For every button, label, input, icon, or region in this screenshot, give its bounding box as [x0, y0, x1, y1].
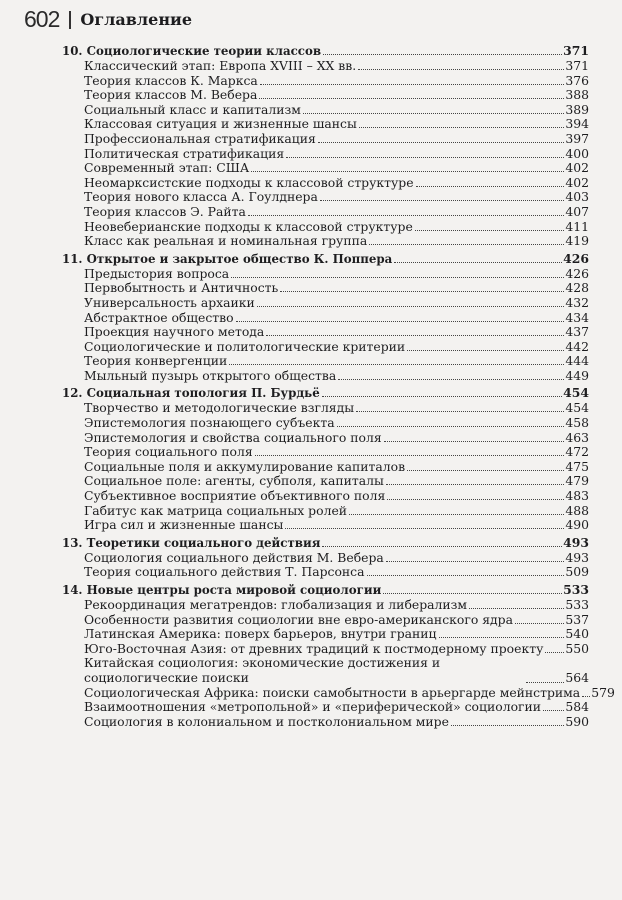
entry-page-number: 509: [565, 564, 589, 580]
dot-leader: [384, 441, 565, 442]
entry-page-number: 493: [563, 534, 589, 550]
dot-leader: [526, 682, 564, 683]
toc-chapter[interactable]: [62, 582, 589, 598]
page-header: [24, 6, 192, 33]
dot-leader: [439, 637, 565, 638]
toc-section[interactable]: [62, 147, 589, 162]
entry-page-number: 402: [565, 174, 589, 190]
dot-leader: [545, 652, 564, 653]
dot-leader: [543, 710, 564, 711]
toc-chapter[interactable]: [62, 385, 589, 401]
entry-title: Универсальность архаики: [84, 294, 255, 310]
entry-title: Социальный класс и капитализм: [84, 101, 301, 117]
entry-title: Эпистемология познающего субъекта: [84, 415, 335, 431]
dot-leader: [338, 379, 564, 380]
toc-section[interactable]: [62, 325, 589, 340]
dot-leader: [369, 244, 564, 245]
entry-page-number: 426: [565, 265, 589, 281]
dot-leader: [367, 575, 565, 576]
toc-section[interactable]: [62, 161, 589, 176]
toc-section[interactable]: [62, 281, 589, 296]
toc-section[interactable]: [62, 551, 589, 566]
entry-page-number: 394: [565, 116, 589, 132]
dot-leader: [349, 514, 564, 515]
entry-page-number: 579: [591, 684, 615, 700]
toc-section[interactable]: [62, 220, 589, 235]
entry-page-number: 442: [565, 338, 589, 354]
dot-leader: [322, 396, 562, 397]
entry-page-number: 444: [565, 353, 589, 369]
entry-page-number: 475: [565, 458, 589, 474]
toc-section[interactable]: [62, 656, 589, 685]
entry-title: Латинская Америка: поверх барьеров, внутри границ: [84, 626, 437, 642]
entry-page-number: 490: [565, 517, 589, 533]
entry-title: Проекция научного метода: [84, 324, 265, 340]
entry-page-number: 463: [565, 429, 589, 445]
entry-page-number: 550: [565, 640, 589, 656]
dot-leader: [383, 593, 562, 594]
toc-section[interactable]: [62, 504, 589, 519]
entry-page-number: 533: [565, 597, 589, 612]
entry-title: Габитус как матрица социальных ролей: [84, 502, 348, 518]
entry-page-number: 483: [565, 488, 589, 504]
entry-page-number: 402: [565, 160, 589, 176]
entry-page-number: 533: [563, 582, 589, 597]
entry-page-number: 472: [565, 444, 589, 460]
toc-chapter[interactable]: [62, 251, 589, 267]
entry-page-number: 411: [565, 218, 589, 234]
dot-leader: [515, 623, 564, 624]
entry-title: 12. Социальная топология П. Бурдьё: [62, 386, 320, 401]
toc-section[interactable]: [62, 700, 589, 715]
toc-section[interactable]: [62, 296, 589, 311]
entry-page-number: 449: [565, 367, 589, 383]
dot-leader: [231, 277, 564, 278]
dot-leader: [358, 69, 564, 70]
entry-page-number: 493: [565, 549, 589, 565]
entry-page-number: 371: [565, 58, 589, 73]
dot-leader: [323, 54, 562, 55]
dot-leader: [469, 608, 564, 609]
entry-page-number: 371: [563, 43, 589, 58]
dot-leader: [407, 470, 564, 471]
table-of-contents: [62, 41, 615, 729]
toc-section[interactable]: [62, 684, 615, 701]
dot-leader: [356, 411, 564, 412]
dot-leader: [229, 364, 564, 365]
entry-title: Эпистемология и свойства социального поля: [84, 429, 382, 445]
entry-title: Социальные поля и аккумулирование капиталов: [84, 458, 406, 474]
entry-page-number: 537: [565, 611, 589, 627]
entry-page-number: 458: [565, 415, 589, 431]
toc-section[interactable]: [62, 311, 589, 326]
entry-page-number: 437: [565, 324, 589, 340]
header-divider: [69, 11, 71, 29]
dot-leader: [582, 696, 590, 697]
entry-title: Мыльный пузырь открытого общества: [84, 367, 337, 383]
page-title: Оглавление: [80, 10, 193, 29]
entry-title: Профессиональная стратификация: [84, 130, 316, 146]
entry-page-number: 376: [565, 72, 589, 88]
entry-title: Взаимоотношения «метропольной» и «периферической» социологии: [84, 699, 542, 715]
entry-page-number: 540: [565, 626, 589, 642]
toc-section[interactable]: [62, 474, 589, 489]
toc-section[interactable]: [62, 88, 589, 103]
entry-title: Субъективное восприятие объективного поля: [84, 488, 386, 504]
toc-chapter[interactable]: [62, 43, 589, 59]
dot-leader: [386, 484, 564, 485]
entry-page-number: 454: [565, 400, 589, 416]
entry-title: Социальное поле: агенты, субполя, капиталы: [84, 473, 384, 489]
entry-page-number: 432: [565, 294, 589, 310]
entry-page-number: 428: [565, 280, 589, 296]
dot-leader: [286, 157, 564, 158]
dot-leader: [251, 171, 564, 172]
dot-leader: [386, 561, 565, 562]
toc-section[interactable]: [62, 176, 589, 191]
entry-title: Социологическая Африка: поиски самобытности в арьергарде мейнстрима: [84, 684, 581, 700]
toc-section[interactable]: [62, 190, 589, 205]
entry-title: Теория конвергенции: [84, 353, 228, 369]
entry-page-number: 584: [565, 699, 589, 715]
dot-leader: [407, 350, 564, 351]
dot-leader: [416, 186, 565, 187]
entry-title: Абстрактное общество: [84, 309, 234, 325]
entry-title: Игра сил и жизненные шансы: [84, 517, 284, 533]
toc-section[interactable]: [62, 59, 589, 74]
toc-section[interactable]: [62, 103, 589, 118]
dot-leader: [303, 113, 564, 114]
dot-leader: [257, 306, 565, 307]
toc-section[interactable]: [62, 489, 589, 504]
toc-chapter[interactable]: [62, 535, 589, 551]
entry-title: Особенности развития социологии вне евро-американского ядра: [84, 611, 513, 627]
dot-leader: [285, 528, 564, 529]
entry-title: Социологические и политологические критерии: [84, 338, 406, 354]
entry-page-number: 388: [565, 87, 589, 103]
toc-section[interactable]: [62, 74, 589, 89]
dot-leader: [387, 499, 564, 500]
dot-leader: [318, 142, 564, 143]
entry-title: Теория социального действия Т. Парсонса: [84, 564, 365, 580]
entry-title: Классовая ситуация и жизненные шансы: [84, 116, 357, 132]
toc-section[interactable]: [62, 598, 589, 613]
entry-page-number: 389: [565, 101, 589, 117]
entry-title: Теория классов М. Вебера: [84, 87, 258, 103]
entry-page-number: 454: [563, 385, 589, 401]
entry-title: 10. Социологические теории классов: [62, 44, 322, 58]
entry-title: 14. Новые центры роста мировой социологии: [62, 583, 382, 597]
entry-page-number: 479: [565, 473, 589, 489]
entry-title: Социология в колониальном и постколониальном мире: [84, 713, 449, 729]
entry-title: Неовеберианские подходы к классовой структуре: [84, 218, 413, 234]
entry-title: Китайская социология: экономические достижения и социологические поиски: [84, 655, 441, 685]
toc-section[interactable]: [62, 117, 589, 132]
entry-title: Рекоординация мегатрендов: глобализация и либерализм: [84, 597, 468, 612]
toc-section[interactable]: [62, 401, 589, 416]
dot-leader: [255, 455, 565, 456]
dot-leader: [394, 262, 562, 263]
dot-leader: [415, 230, 565, 231]
toc-section[interactable]: [62, 234, 589, 249]
entry-title: 13. Теоретики социального действия: [62, 535, 321, 550]
toc-section[interactable]: [62, 354, 589, 369]
dot-leader: [236, 321, 565, 322]
entry-title: Предыстория вопроса: [84, 265, 230, 281]
entry-page-number: 407: [565, 203, 589, 219]
dot-leader: [320, 200, 564, 201]
toc-section[interactable]: [62, 460, 589, 475]
entry-title: Теория классов Э. Райта: [84, 203, 246, 219]
entry-title: Теория социального поля: [84, 444, 253, 460]
entry-title: Класс как реальная и номинальная группа: [84, 233, 368, 249]
toc-section[interactable]: [62, 205, 589, 220]
entry-page-number: 564: [565, 669, 589, 685]
toc-section[interactable]: [62, 132, 589, 147]
toc-section[interactable]: [62, 369, 589, 384]
dot-leader: [337, 426, 565, 427]
entry-title: Первобытность и Античность: [84, 280, 279, 296]
entry-page-number: 488: [565, 502, 589, 518]
entry-title: Юго-Восточная Азия: от древних традиций к постмодерному проекту: [84, 640, 544, 656]
entry-title: Классический этап: Европа XVIII – XX вв.: [84, 58, 357, 73]
dot-leader: [322, 546, 562, 547]
entry-title: Творчество и методологические взгляды: [84, 400, 355, 416]
dot-leader: [280, 291, 564, 292]
toc-section[interactable]: [62, 518, 589, 533]
toc-section[interactable]: [62, 642, 589, 657]
dot-leader: [248, 215, 565, 216]
toc-section[interactable]: [62, 431, 589, 446]
entry-page-number: 419: [565, 233, 589, 249]
entry-title: Политическая стратификация: [84, 145, 285, 161]
entry-page-number: 590: [565, 713, 589, 729]
toc-section[interactable]: [62, 565, 589, 580]
dot-leader: [260, 84, 565, 85]
dot-leader: [451, 725, 564, 726]
dot-leader: [359, 127, 565, 128]
entry-title: 11. Открытое и закрытое общество К. Поппера: [62, 251, 393, 266]
page-number: 602: [24, 6, 60, 32]
toc-section[interactable]: [62, 340, 589, 355]
toc-section[interactable]: [62, 627, 589, 642]
entry-title: Современный этап: США: [84, 160, 250, 176]
toc-section[interactable]: [62, 613, 589, 628]
entry-page-number: 426: [563, 250, 589, 266]
toc-section[interactable]: [62, 416, 589, 431]
toc-section[interactable]: [62, 267, 589, 282]
entry-page-number: 403: [565, 189, 589, 205]
entry-title: Социология социального действия М. Вебера: [84, 549, 384, 565]
toc-section[interactable]: [62, 715, 589, 730]
entry-page-number: 434: [565, 309, 589, 325]
dot-leader: [259, 98, 564, 99]
entry-title: Теория нового класса А. Гоулднера: [84, 189, 318, 205]
entry-title: Неомарксистские подходы к классовой структуре: [84, 174, 414, 190]
entry-title: Теория классов К. Маркса: [84, 72, 258, 88]
entry-page-number: 400: [565, 145, 589, 161]
toc-section[interactable]: [62, 445, 589, 460]
dot-leader: [266, 335, 564, 336]
entry-page-number: 397: [565, 130, 589, 146]
